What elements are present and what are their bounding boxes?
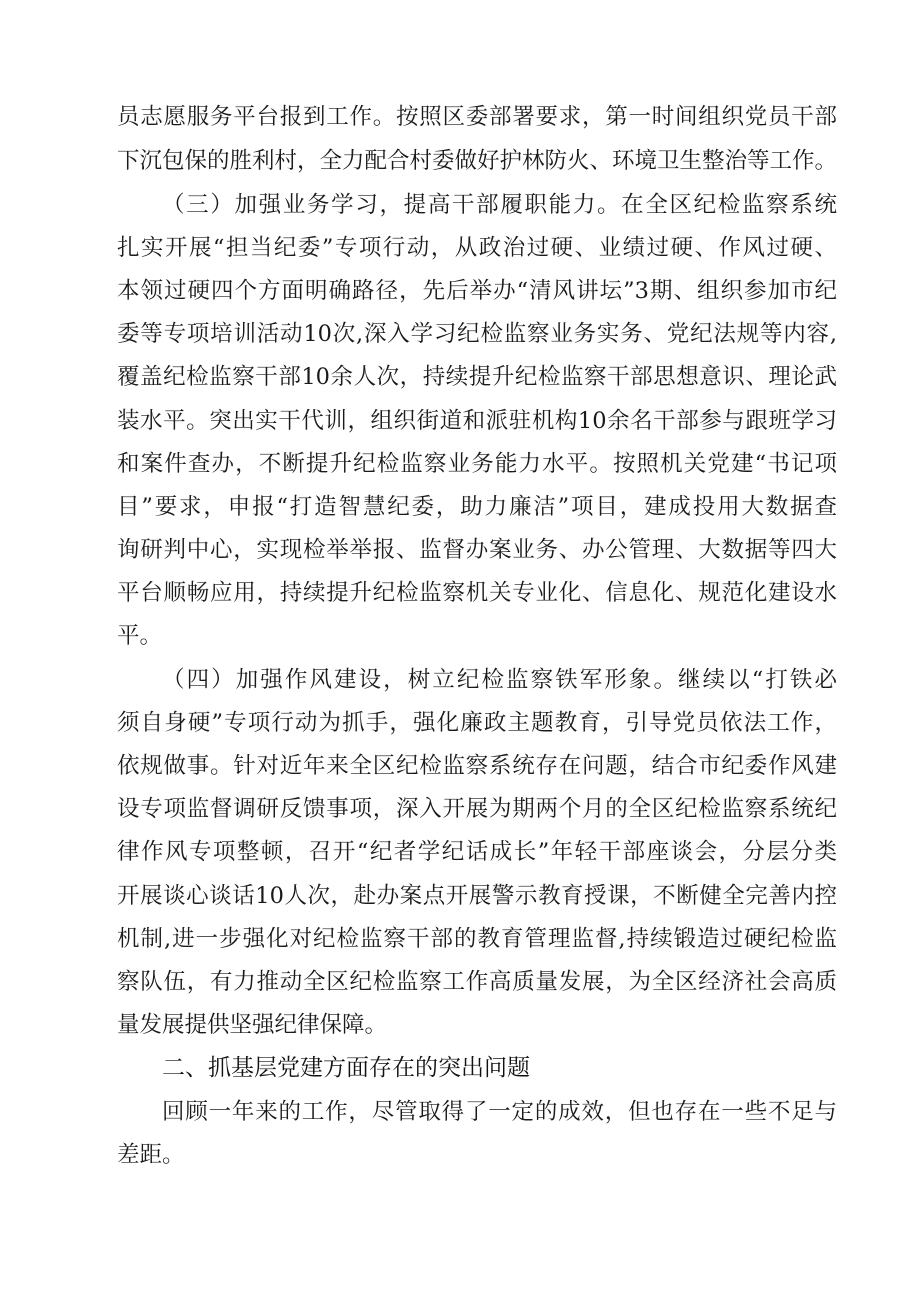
paragraph-line: 委等专项培训活动10次,深入学习纪检监察业务实务、党纪法规等内容, [117,321,837,347]
paragraph-line: 装水平。突出实干代训，组织街道和派驻机构10余名干部参与跟班学习 [117,408,837,434]
paragraph-line: 回顾一年来的工作，尽管取得了一定的成效，但也存在一些不足与 [162,1099,837,1125]
paragraph-line: 量发展提供坚强纪律保障。 [117,1012,388,1038]
paragraph-line: 下沉包保的胜利村，全力配合村委做好护林防火、环境卫生整治等工作。 [117,148,838,174]
paragraph-line: 须自身硬”专项行动为抓手，强化廉政主题教育，引导党员依法工作， [117,710,837,736]
paragraph-line: （四）加强作风建设，树立纪检监察铁军形象。继续以“打铁必 [162,667,837,693]
paragraph-line: 开展谈心谈话10人次，赴办案点开展警示教育授课，不断健全完善内控 [117,883,837,909]
paragraph-line: 平。 [117,623,163,649]
paragraph-line: （三）加强业务学习，提高干部履职能力。在全区纪检监察系统 [162,192,837,218]
paragraph-line: 律作风专项整顿，召开“纪者学纪话成长”年轻干部座谈会，分层分类 [117,839,837,865]
paragraph-line: 和案件查办，不断提升纪检监察业务能力水平。按照机关党建“书记项 [117,451,837,477]
paragraph-line: 差距。 [117,1142,185,1168]
paragraph-line: 扎实开展“担当纪委”专项行动，从政治过硬、业绩过硬、作风过硬、 [117,235,837,261]
paragraph-line: 目”要求，申报“打造智慧纪委，助力廉洁”项目，建成投用大数据查 [117,494,837,520]
section-heading: 二、抓基层党建方面存在的突出问题 [162,1055,530,1081]
paragraph-line: 依规做事。针对近年来全区纪检监察系统存在问题，结合市纪委作风建 [117,753,837,779]
paragraph-line: 询研判中心，实现检举举报、监督办案业务、办公管理、大数据等四大 [117,537,837,563]
paragraph-line: 设专项监督调研反馈事项，深入开展为期两个月的全区纪检监察系统纪 [117,796,837,822]
paragraph-line: 机制,进一步强化对纪检监察干部的教育管理监督,持续锻造过硬纪检监 [117,926,837,952]
paragraph-line: 本领过硬四个方面明确路径，先后举办“清风讲坛”3期、组织参加市纪 [117,278,837,304]
paragraph-line: 覆盖纪检监察干部10余人次，持续提升纪检监察干部思想意识、理论武 [117,364,837,390]
paragraph-line: 察队伍，有力推动全区纪检监察工作高质量发展，为全区经济社会高质 [117,969,837,995]
paragraph-line: 平台顺畅应用，持续提升纪检监察机关专业化、信息化、规范化建设水 [117,580,837,606]
paragraph-line: 员志愿服务平台报到工作。按照区委部署要求，第一时间组织党员干部 [117,104,837,130]
